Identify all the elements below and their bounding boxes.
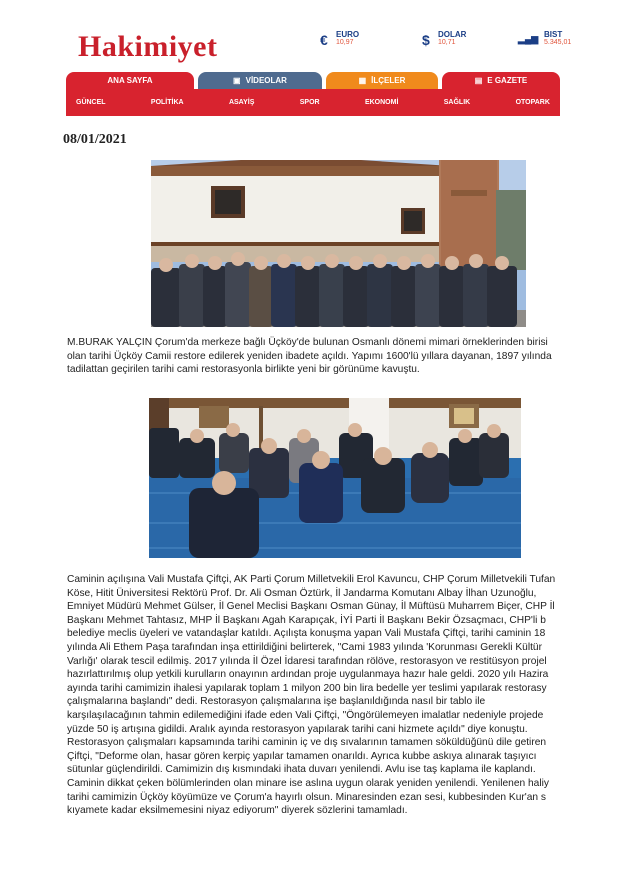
category-otopark[interactable]: OTOPARK <box>515 99 550 106</box>
article-body-line: Başkanı Mehmet Tahtasız, MHP İl Başkanı Agah Karapıçak, İYİ Parti İl Başkanı Bekir Özsaçmacı, CHP'li b <box>67 614 546 626</box>
category-bar <box>66 89 560 116</box>
category-spor[interactable]: SPOR <box>299 99 320 106</box>
newspaper-icon: ▤ <box>474 76 483 85</box>
article-body-line: ayında tarihi camimizin ihalesi yapılarak toplam 1 milyon 200 bin lira bedelle yer teslimi yapılarak restorasy <box>67 682 547 694</box>
article-body-line: karşılaşılacağının tahmin edilemediğini ifade eden Vali Çiftçi, "Öngörülemeyen imalatlar nedeniyle projede <box>67 709 544 721</box>
article-body-line: hazırlattırılmış olup yetkili kurulların onayının ardından proje uygulanmaya hazır hale geldi. 2020 yılı Hazira <box>67 669 549 681</box>
article-body-line: belediye meclis üyeleri ve vatandaşlar katıldı. Açılışta konuşma yapan Vali Mustafa Çiftçi, tarihi caminin 18 <box>67 628 546 640</box>
article-intro-line: tadilattan geçirilen tarihi cami restorasyonla birlikte yeni bir görünüme kavuştu. <box>67 364 420 376</box>
ticker-euro-name: EURO <box>336 30 360 39</box>
video-icon: ▣ <box>233 76 241 85</box>
tab-ilceler-label: İLÇELER <box>371 76 406 85</box>
category-asayis[interactable]: ASAYİŞ <box>228 99 255 106</box>
tab-videolar-label: VİDEOLAR <box>245 76 287 85</box>
tab-ana-sayfa-label: ANA SAYFA <box>107 76 153 85</box>
article-body-line: Çiftçi, "Deforme olan, hasar gören kerpiç yapılar tamamen onarıldı. Ayrıca kubbe askıya alınarak taşıyıcı <box>67 750 537 762</box>
map-icon: ▦ <box>358 76 367 85</box>
article-body-line: Caminin açılışına Vali Mustafa Çiftçi, AK Parti Çorum Milletvekili Erol Kavuncu, CHP Çorum Milletvekili Tufan <box>67 574 556 585</box>
tab-e-gazete-label: E GAZETE <box>487 76 528 85</box>
ticker-bist-name: BIST <box>544 30 563 39</box>
euro-icon: € <box>320 32 328 48</box>
article-body-line: yılında Ali Ethem Paşa tarafından inşa ettirildiğini belirterek, "Cami 1983 yılında 'Korunması Gerekli Kültür <box>67 641 542 653</box>
article-body-line: yüzde 50 iş artışına gidildi. Aralık ayında restorasyon yapılarak tarihi cani hizmete açıldı" diye konuştu. <box>67 723 528 735</box>
article-body-line: kıyamete kadar eksilmemesini niyaz ediyorum" diyerek sözlerini tamamladı. <box>67 805 408 817</box>
mosque-exterior-photo <box>151 160 526 327</box>
category-guncel[interactable]: GÜNCEL <box>76 99 106 106</box>
article-intro <box>67 336 627 377</box>
ticker-euro <box>320 30 360 48</box>
article-body-line: Restorasyon çalışmaları kapsamında tarihi caminin iç ve dış sıvalarının tamamen söküldüğünü dile getiren <box>67 737 547 749</box>
nav-tabs <box>66 72 560 89</box>
tab-e-gazete[interactable] <box>442 72 560 89</box>
category-saglik[interactable]: SAĞLIK <box>443 99 471 106</box>
ticker-dollar-value: 10,71 <box>438 39 456 46</box>
article-body-line: Caminin dikkat çeken bölümlerinden olan minare ise aslına uygun olarak yeniden yenilendi. Yenilenen haliy <box>67 777 549 789</box>
dollar-icon: $ <box>422 32 430 48</box>
article-intro-line: olan tarihi Üçköy Camii restore edilerek yeniden ibadete açıldı. Yapımı 1600'lü yıllara dayanan, 1897 yılında <box>67 350 552 362</box>
article-body-line: sütunlar güçlendirildi. Camimizin dış kısmındaki ihata duvarı yenilendi. Avlu ise taş kaplama ile kaplandı. <box>67 764 536 776</box>
article-body <box>67 573 627 818</box>
article-body-line: çalışmalarına başlandı" dedi. Restorasyon çalışmalarına işe başlanıldığında nasıl bir tablo ile <box>67 696 486 708</box>
ticker-dollar-name: DOLAR <box>438 30 467 39</box>
site-logo[interactable]: Hakimiyet <box>78 30 218 63</box>
ticker-euro-value: 10,97 <box>336 39 354 46</box>
category-ekonomi[interactable]: EKONOMİ <box>364 99 399 106</box>
category-politika[interactable]: POLİTİKA <box>150 99 184 106</box>
main-navigation <box>66 72 560 118</box>
article-body-line: Varlığı' olarak tescil edilmiş. 2017 yılında İl Özel İdaresi tarafından rölöve, restorasyon ve restitüsyon projel <box>67 655 547 667</box>
chart-icon: ▂▄▆ <box>518 34 539 44</box>
ticker-bist-value: 5.345,01 <box>544 39 572 46</box>
article-body-line: Köse, Hitit Üniversitesi Rektörü Prof. Dr. Ali Osman Öztürk, İl Jandarma Komutanı Albay İlhan Uzunoğlu, <box>67 587 537 599</box>
tab-ilceler[interactable] <box>326 72 438 89</box>
article-intro-line: M.BURAK YALÇIN Çorum'da merkeze bağlı Üçköy'de bulunan Osmanlı dönemi mimari örneklerinden birisi <box>67 337 548 348</box>
article-date: 08/01/2021 <box>63 132 127 147</box>
ticker-dollar <box>422 30 467 48</box>
article-body-line: tarihi camimizin Üçköy köyümüze ve Çorum'a hayırlı olsun. Minaresinden ezan sesi, kubbesinden Kur'an s <box>67 791 546 803</box>
article-body-line: Emniyet Müdürü Mehmet Gülser, İl Genel Meclisi Başkanı Osman Günay, İl Müftüsü Muharrem Biçer, CHP İl <box>67 601 555 613</box>
tab-videolar[interactable] <box>198 72 322 89</box>
tab-ana-sayfa[interactable] <box>66 72 194 89</box>
mosque-interior-photo <box>149 398 521 558</box>
ticker-bist <box>518 30 572 46</box>
